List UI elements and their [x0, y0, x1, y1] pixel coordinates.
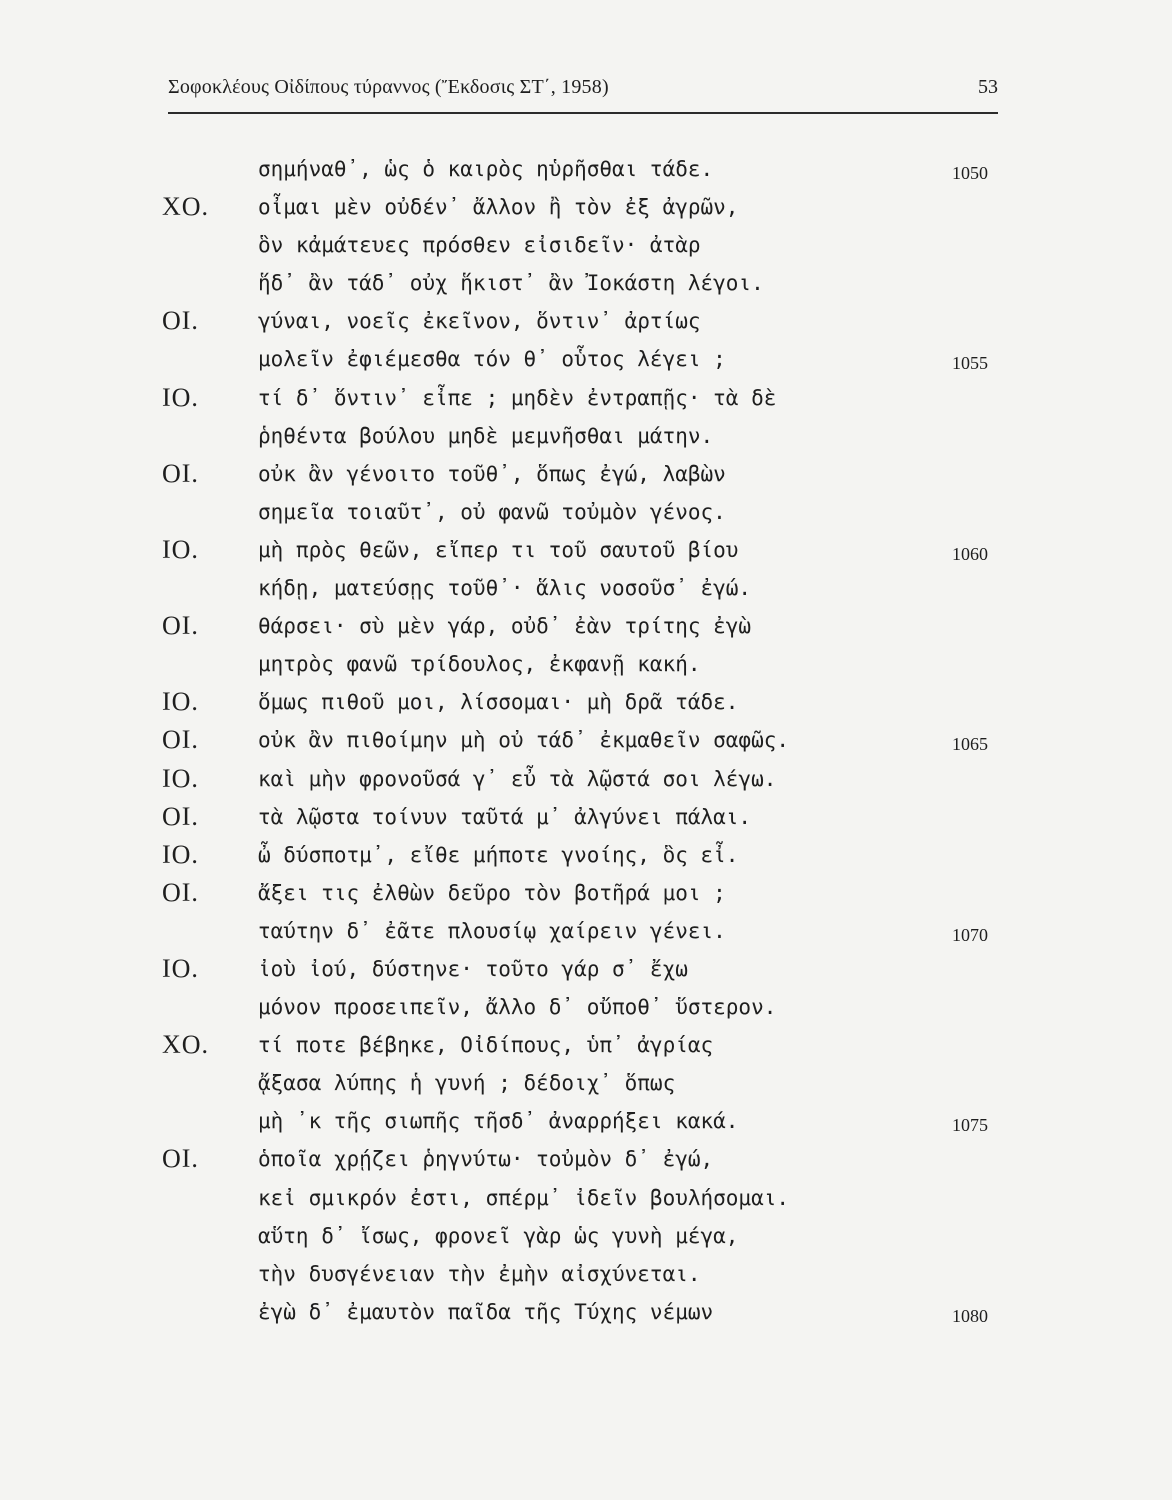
verse-text: τὰ λῷστα τοίνυν ταῦτά μ᾽ ἀλγύνει πάλαι. [258, 804, 752, 829]
verse-text: σημεῖα τοιαῦτ᾽, οὐ φανῶ τοὐμὸν γένος. [258, 499, 726, 524]
verse-line [0, 569, 1172, 607]
verse-line [0, 874, 1172, 912]
speaker-label: ΟΙ. [162, 877, 199, 907]
verse-line [0, 683, 1172, 721]
verse-text: ὁποῖα χρῄζει ῥηγνύτω· τοὐμὸν δ᾽ ἐγώ, [258, 1147, 714, 1172]
verse-text: ὃν κἀμάτευες πρόσθεν εἰσιδεῖν· ἀτὰρ [258, 233, 701, 258]
speaker-label: ΟΙ. [162, 801, 199, 831]
verse-line [0, 1179, 1172, 1217]
verse-text: γύναι, νοεῖς ἐκεῖνον, ὅντιν᾽ ἀρτίως [258, 309, 701, 334]
verse-line [0, 226, 1172, 264]
verse-text: μολεῖν ἐφιέμεσθα τόν θ᾽ οὗτος λέγει ; [258, 347, 726, 372]
verse-text: αὕτη δ᾽ ἴσως, φρονεῖ γὰρ ὡς γυνὴ μέγα, [258, 1223, 739, 1248]
speaker-label: ΟΙ. [162, 306, 199, 336]
speaker-label: ΟΙ. [162, 1144, 199, 1174]
verse-line [0, 607, 1172, 645]
speaker-label: ΙΟ. [162, 839, 199, 869]
verse-line [0, 340, 1172, 378]
speaker-label: ΧΟ. [162, 1030, 210, 1060]
verse-line [0, 1255, 1172, 1293]
verse-text: ταύτην δ᾽ ἐᾶτε πλουσίῳ χαίρειν γένει. [258, 918, 726, 943]
page-header [168, 74, 998, 106]
verse-line [0, 455, 1172, 493]
speaker-label: ΟΙ. [162, 458, 199, 488]
verse-line [0, 836, 1172, 874]
verse-text: τὴν δυσγένειαν τὴν ἐμὴν αἰσχύνεται. [258, 1261, 701, 1286]
verse-line [0, 645, 1172, 683]
verse-line [0, 950, 1172, 988]
header-rule [168, 112, 998, 114]
verse-line [0, 1026, 1172, 1064]
verse-text: καὶ μὴν φρονοῦσά γ᾽ εὖ τὰ λῷστά σοι λέγω. [258, 766, 777, 791]
verse-text: ἰοὺ ἰού, δύστηνε· τοῦτο γάρ σ᾽ ἔχω [258, 956, 688, 981]
verse-text: ὦ δύσποτμ᾽, εἴθε μήποτε γνοίης, ὃς εἶ. [258, 842, 739, 867]
verse-line [0, 988, 1172, 1026]
verse-line [0, 302, 1172, 340]
line-number: 1060 [952, 543, 988, 564]
speaker-label: ΟΙ. [162, 611, 199, 641]
verse-text: ἐγὼ δ᾽ ἐμαυτὸν παῖδα τῆς Τύχης νέμων [258, 1299, 714, 1324]
verse-text: κήδῃ, ματεύσῃς τοῦθ᾽· ἅλις νοσοῦσ᾽ ἐγώ. [258, 576, 752, 601]
verse-text: τί δ᾽ ὅντιν᾽ εἶπε ; μηδὲν ἐντραπῇς· τὰ δὲ [258, 385, 777, 410]
verse-line [0, 760, 1172, 798]
verse-text: μητρὸς φανῶ τρίδουλος, ἐκφανῇ κακή. [258, 652, 701, 677]
speaker-label: ΙΟ. [162, 953, 199, 983]
verse-text: ἄξει τις ἐλθὼν δεῦρο τὸν βοτῆρά μοι ; [258, 880, 726, 905]
verse-text: μὴ πρὸς θεῶν, εἴπερ τι τοῦ σαυτοῦ βίου [258, 537, 739, 562]
verse-text: οἶμαι μὲν οὐδέν᾽ ἄλλον ἢ τὸν ἐξ ἀγρῶν, [258, 195, 739, 220]
verse-line [0, 493, 1172, 531]
line-number: 1055 [952, 353, 988, 374]
verse-text: κεἰ σμικρόν ἐστι, σπέρμ᾽ ἰδεῖν βουλήσομαι. [258, 1185, 790, 1210]
speaker-label: ΙΟ. [162, 763, 199, 793]
speaker-label: ΙΟ. [162, 534, 199, 564]
verse-text: σημήναθ᾽, ὡς ὁ καιρὸς ηὑρῆσθαι τάδε. [258, 157, 714, 181]
running-title: Σοφοκλέους Οἰδίπους τύραννος (Ἔκδοσις ΣΤ΄, 1958) [168, 76, 609, 98]
verse-text: ἥδ᾽ ἂν τάδ᾽ οὐχ ἥκιστ᾽ ἂν Ἰοκάστη λέγοι. [258, 271, 764, 296]
speaker-label: ΟΙ. [162, 725, 199, 755]
verse-text: ὅμως πιθοῦ μοι, λίσσομαι· μὴ δρᾶ τάδε. [258, 690, 739, 715]
verse-text: ῥηθέντα βούλου μηδὲ μεμνῆσθαι μάτην. [258, 423, 714, 448]
line-number: 1050 [952, 163, 988, 183]
verse-lines [0, 150, 1172, 1331]
line-number: 1065 [952, 734, 988, 755]
verse-text: μὴ ᾽κ τῆς σιωπῆς τῆσδ᾽ ἀναρρήξει κακά. [258, 1109, 739, 1134]
line-number: 1080 [952, 1305, 988, 1326]
verse-text: οὐκ ἂν πιθοίμην μὴ οὐ τάδ᾽ ἐκμαθεῖν σαφῶς. [258, 728, 790, 753]
verse-text: μόνον προσειπεῖν, ἄλλο δ᾽ οὔποθ᾽ ὕστερον. [258, 995, 777, 1020]
verse-line [0, 721, 1172, 759]
line-number: 1075 [952, 1115, 988, 1136]
verse-line [0, 1102, 1172, 1140]
verse-line [0, 1217, 1172, 1255]
verse-line [0, 912, 1172, 950]
speaker-label: ΧΟ. [162, 192, 210, 222]
speaker-label: ΙΟ. [162, 687, 199, 717]
verse-line [0, 264, 1172, 302]
verse-line [0, 379, 1172, 417]
verse-line [0, 1140, 1172, 1178]
verse-text: ᾄξασα λύπης ἡ γυνή ; δέδοιχ᾽ ὅπως [258, 1071, 676, 1096]
line-number: 1070 [952, 924, 988, 945]
verse-text: θάρσει· σὺ μὲν γάρ, οὐδ᾽ ἐὰν τρίτης ἐγὼ [258, 614, 752, 639]
verse-line [0, 531, 1172, 569]
speaker-label: ΙΟ. [162, 382, 199, 412]
page-number: 53 [978, 76, 998, 98]
verse-text: τί ποτε βέβηκε, Οἰδίπους, ὑπ᾽ ἀγρίας [258, 1033, 714, 1058]
verse-line [0, 150, 1172, 188]
verse-line [0, 188, 1172, 226]
verse-text: οὐκ ἂν γένοιτο τοῦθ᾽, ὅπως ἐγώ, λαβὼν [258, 461, 726, 486]
verse-line [0, 798, 1172, 836]
verse-line [0, 417, 1172, 455]
verse-line [0, 1293, 1172, 1331]
verse-line [0, 1064, 1172, 1102]
